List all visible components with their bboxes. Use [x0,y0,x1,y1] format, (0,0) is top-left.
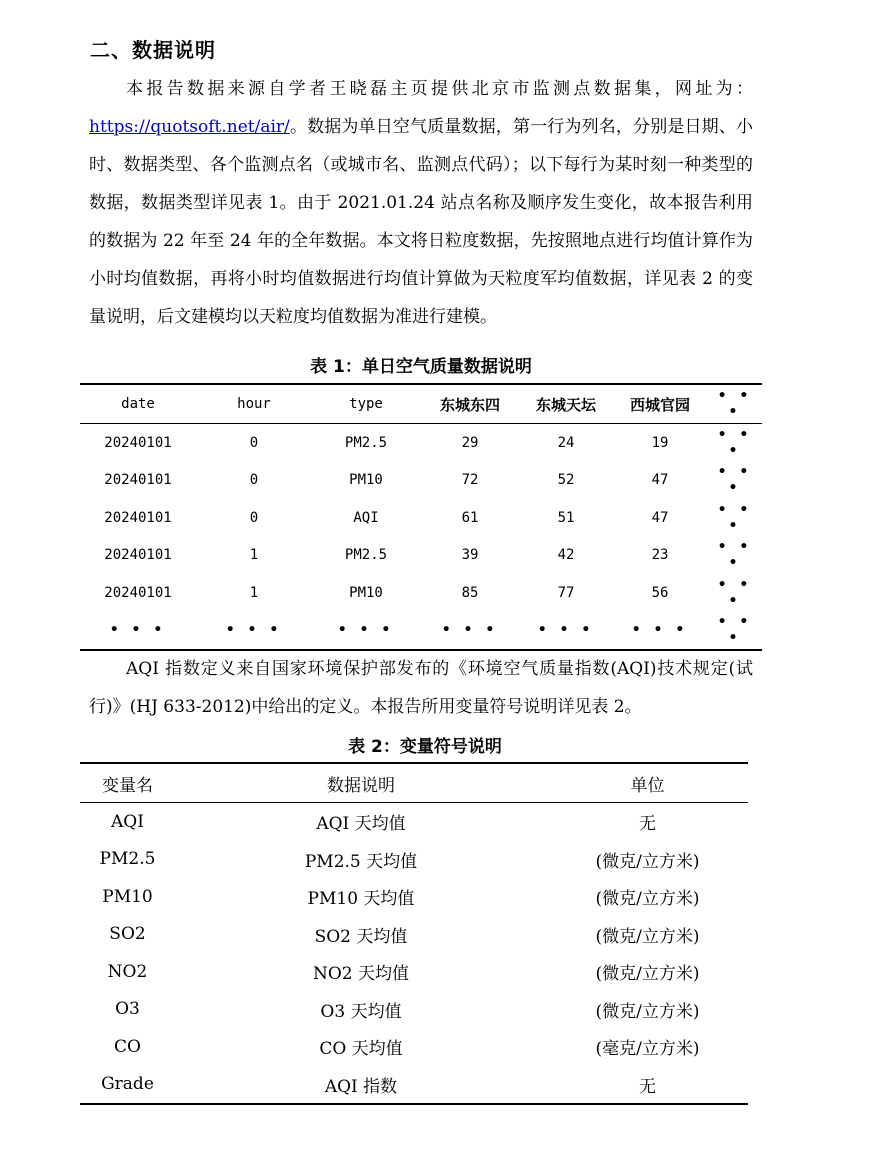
data-source-link[interactable]: https://quotsoft.net/air/ [89,117,290,137]
table-cell: • • • [312,612,420,651]
table-row [80,878,748,916]
intro-paragraph [89,70,753,336]
table-cell: 85 [461,584,479,601]
table-cell: 无 [547,1066,748,1105]
col-hour: hour [196,384,312,424]
table-cell: PM2.5 天均值 [304,851,418,872]
table-cell: 47 [651,509,669,526]
table-cell: PM10 [349,584,383,601]
table-cell: SO2 天均值 [314,926,408,947]
table-cell: • • • [420,612,520,651]
table-cell: CO 天均值 [319,1039,403,1060]
table-cell: AQI [353,509,379,526]
table-row [80,1066,748,1105]
table-cell: 20240101 [104,509,172,526]
table-cell: 无 [639,814,656,835]
table-cell: 51 [557,509,575,526]
col-description: 数据说明 [175,763,547,803]
table-header-row [80,763,748,803]
table-header-row [80,384,762,424]
col-station-2: 东城天坛 [520,384,612,424]
table-cell: 1 [249,584,259,601]
col-type: type [312,384,420,424]
table-cell: 20240101 [104,584,172,601]
table-row [80,916,748,954]
table-cell: PM10 天均值 [307,889,415,910]
col-station-3: 西城官园 [612,384,708,424]
table-cell: 72 [461,472,479,489]
table-cell: 20240101 [104,434,172,451]
table-cell: • • • [708,612,762,651]
table-row [80,991,748,1029]
table-row [80,499,762,537]
table-cell: 61 [461,509,479,526]
table-cell: 23 [651,547,669,564]
table-cell: (微克/立方米) [595,889,700,910]
table-cell: 19 [651,434,669,451]
table-row [80,574,762,612]
table-cell: (微克/立方米) [595,851,700,872]
table-cell: (微克/立方米) [595,964,700,985]
section-heading: 二、数据说明 [90,38,216,62]
table-cell: (毫克/立方米) [595,1039,700,1060]
table-row [80,803,748,841]
aqi-definition-paragraph: AQI 指数定义来自国家环境保护部发布的《环境空气质量指数(AQI)技术规定(试行)》(HJ 633-2012)中给出的定义。本报告所用变量符号说明详见表 2。 [89,659,753,717]
col-unit: 单位 [547,763,748,803]
table-cell: 39 [461,547,479,564]
table-cell: CO [114,1036,141,1057]
table-cell: NO2 [107,961,148,982]
table-cell: 0 [249,472,259,489]
table-cell: (微克/立方米) [595,1001,700,1022]
table-cell: O3 天均值 [320,1001,402,1022]
table-cell: (微克/立方米) [595,926,700,947]
table-cell: Grade [80,1066,175,1105]
col-station-1: 东城东四 [420,384,520,424]
table-cell: 20240101 [104,472,172,489]
table-cell: AQI [111,811,144,832]
table-cell: 52 [557,472,575,489]
table1-caption: 表 1：单日空气质量数据说明 [310,357,532,377]
table-cell: 0 [249,509,259,526]
col-more: • • • [708,384,762,424]
table-cell: PM10 [349,472,383,489]
table-cell: • • • [717,501,753,534]
table-cell: • • • [196,612,312,651]
col-variable-name: 变量名 [80,763,175,803]
table-cell: AQI 指数 [175,1066,547,1105]
table-cell: NO2 天均值 [312,964,410,985]
table-row [80,841,748,879]
table-cell: • • • [520,612,612,651]
table-cell: 77 [557,584,575,601]
table-cell: SO2 [109,924,146,945]
table-row [80,462,762,500]
intro-text-cont: 。数据为单日空气质量数据，第一行为列名，分别是日期、小时、数据类型、各个监测点名（或城市名、监测点代码）；以下每行为某时刻一种类型的数据，数据类型详见表 1。由于 2021.01.24 站点名称及顺序发生变化，故本报告利用的数据为 22 年至 24 年的全年数据。本文将日粒度数据，先按照地点进行均值计算作为小时均值数据，再将小时均值数据进行均值计算做为天粒度军均值数据，详见表 2 的变量说明，后文建模均以天粒度均值数据为准进行建模。 [89,117,753,327]
table-row [80,424,762,462]
table-cell: O3 [115,999,140,1020]
table-cell: 24 [557,434,575,451]
table-cell: • • • [80,612,196,651]
table-cell: • • • [612,612,708,651]
table-cell: 56 [651,584,669,601]
table-cell: 20240101 [104,547,172,564]
table-row [80,537,762,575]
table-cell: • • • [717,539,753,572]
table-cell: • • • [717,576,753,609]
table-cell: PM2.5 [344,547,388,564]
table-row [80,953,748,991]
variable-symbol-table [80,762,748,1105]
table-cell: 29 [461,434,479,451]
table-cell: 47 [651,472,669,489]
intro-text: 本报告数据来源自学者王晓磊主页提供北京市监测点数据集，网址为： [126,79,753,99]
table-cell: • • • [717,426,753,459]
table-cell: PM10 [102,886,153,907]
air-quality-sample-table [80,383,762,651]
table-cell: PM2.5 [99,849,156,870]
table-cell: 1 [249,547,259,564]
table-row [80,612,762,651]
table2-caption: 表 2：变量符号说明 [348,737,502,757]
table-cell: AQI 天均值 [316,814,406,835]
table-cell: 0 [249,434,259,451]
table-cell: PM2.5 [344,434,388,451]
table-cell: 42 [557,547,575,564]
col-date: date [80,384,196,424]
table-cell: • • • [717,464,753,497]
table-row [80,1028,748,1066]
